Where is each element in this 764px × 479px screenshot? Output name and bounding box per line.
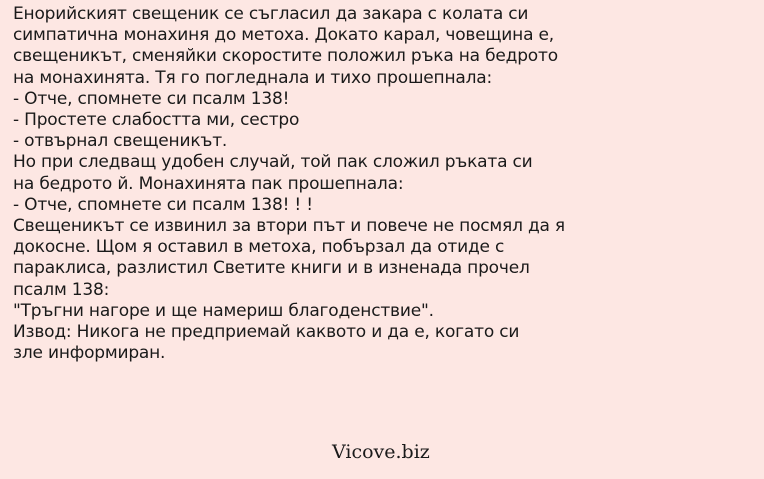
joke-line: - Простете слабостта ми, сестро	[13, 110, 300, 131]
joke-line: Енорийският свещеник се съгласил да закара с колата си	[13, 4, 529, 24]
joke-line: параклиса, разлистил Светите книги и в изненада прочел	[13, 258, 530, 279]
joke-line: свещеникът, сменяйки скоростите положил ръка на бедрото	[13, 46, 558, 67]
joke-line: Свещеникът се извинил за втори път и повече не посмял да я	[13, 216, 565, 237]
joke-line: псалм 138:	[13, 279, 110, 300]
joke-line: Но при следващ удобен случай, той пак сложил ръката си	[13, 152, 533, 173]
joke-line: Извод: Никога не предприемай каквото и да е, когато си	[13, 322, 520, 343]
joke-line: симпатична монахиня до метоха. Докато карал, човещина е,	[13, 25, 554, 46]
joke-line: на бедрото й. Монахинята пак прошепнала:	[13, 173, 404, 194]
joke-line: на монахинята. Тя го погледнала и тихо прошепнала:	[13, 67, 493, 88]
joke-line: зле информиран.	[13, 343, 166, 364]
joke-line: докосне. Щом я оставил в метоха, побързал да отиде с	[13, 237, 505, 258]
joke-text	[13, 4, 753, 364]
joke-line: - отвърнал свещеникът.	[13, 131, 228, 152]
joke-line: - Отче, спомнете си псалм 138!	[13, 88, 290, 109]
joke-line: - Отче, спомнете си псалм 138! ! !	[13, 194, 313, 215]
site-watermark: Vicove.biz	[332, 441, 430, 463]
joke-line: "Тръгни нагоре и ще намериш благоденствие".	[13, 300, 434, 321]
